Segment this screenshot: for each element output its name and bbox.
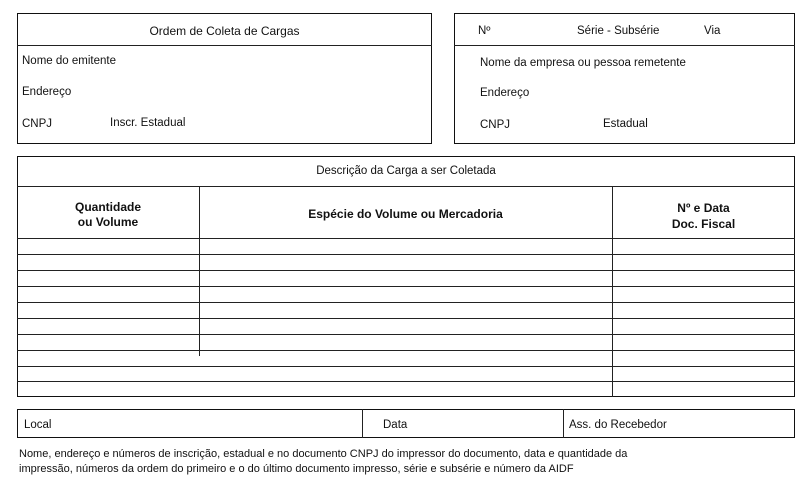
date-label: Data (383, 419, 408, 431)
row-line (17, 334, 795, 335)
col-header-species: Espécie do Volume ou Mercadoria (308, 207, 503, 221)
printer-note-line-2: impressão, números da ordem do primeiro e o do último documento impresso, série e subsérie e número da AIDF (19, 463, 574, 475)
copy-label: Via (704, 25, 721, 37)
col-header-quantity-volume: ou Volume (77, 215, 139, 229)
emitente-title-divider (17, 45, 432, 46)
footer-divider-2 (563, 409, 564, 438)
row-line (17, 350, 795, 351)
document-number-label: Nº (478, 25, 491, 37)
row-line (17, 254, 795, 255)
row-line (17, 381, 795, 382)
col-header-quantity: Quantidade (74, 200, 141, 214)
emitente-cnpj-label: CNPJ (22, 118, 53, 130)
cargo-title-divider (17, 186, 795, 187)
row-line (17, 270, 795, 271)
receiver-signature-label: Ass. do Recebedor (569, 419, 667, 431)
emitente-state-registration-label: Inscr. Estadual (110, 117, 186, 129)
printer-note-line-1: Nome, endereço e números de inscrição, estadual e no documento CNPJ do impressor do documento, data e quantidade da (19, 448, 628, 460)
row-line (17, 238, 795, 239)
remetente-cnpj-label: CNPJ (480, 119, 511, 131)
cargo-section-title: Descrição da Carga a ser Coletada (316, 165, 496, 177)
row-line (17, 286, 795, 287)
cargo-table (17, 156, 795, 397)
row-line (17, 318, 795, 319)
emitente-address-label: Endereço (22, 86, 72, 98)
remetente-name-label: Nome da empresa ou pessoa remetente (480, 57, 686, 69)
row-line (17, 366, 795, 367)
footer-divider-1 (362, 409, 363, 438)
form-title: Ordem de Coleta de Cargas (149, 24, 300, 38)
remetente-address-label: Endereço (480, 87, 530, 99)
remetente-state-label: Estadual (603, 118, 648, 130)
col-header-doc-number: Nº e Data (677, 201, 730, 215)
remetente-title-divider (454, 45, 795, 46)
col-header-doc-fiscal: Doc. Fiscal (671, 217, 736, 231)
series-label: Série - Subsérie (577, 25, 660, 37)
row-line (17, 302, 795, 303)
local-label: Local (24, 419, 52, 431)
emitente-name-label: Nome do emitente (22, 55, 116, 67)
